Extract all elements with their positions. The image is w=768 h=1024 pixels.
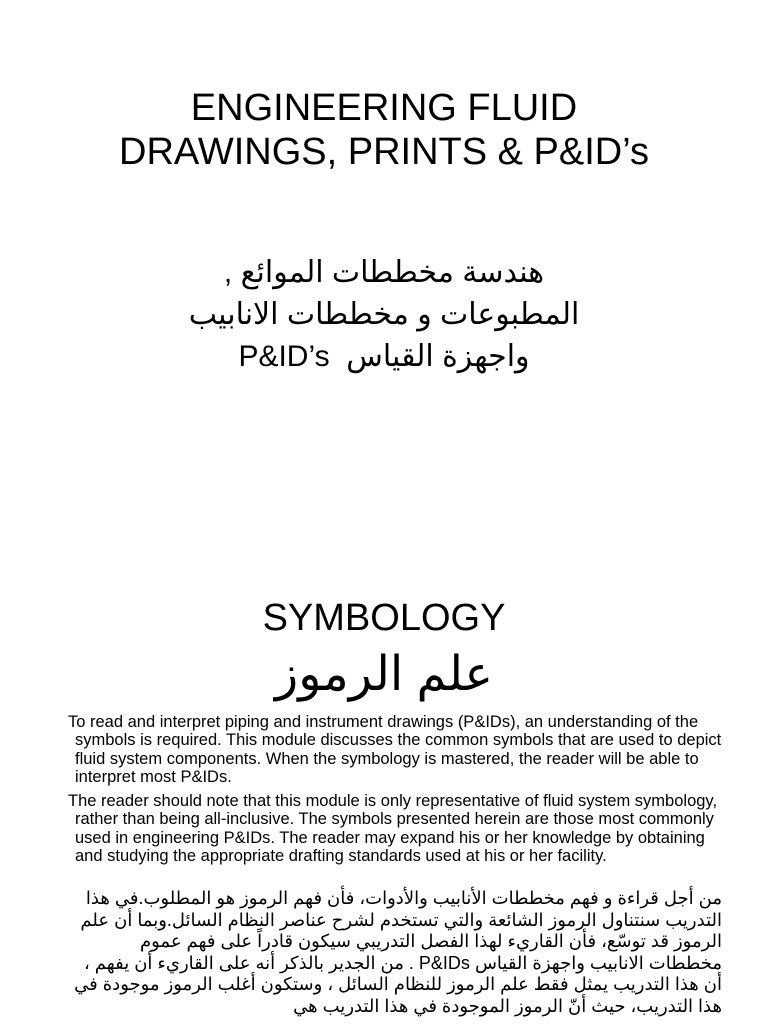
slide1-arabic-line3-ar: واجهزة القياس — [346, 340, 530, 373]
paragraph-arabic — [64, 888, 722, 1017]
slide1-arabic-subtitle — [0, 252, 768, 378]
paragraph-arabic-part2: . من الجدير بالذكر أنه على القاريء أن يفهم ، أن هذا التدريب يمثل فقط علم الرموز للنظام السائل ، وستكون أغلب الرموز موجودة في هذا التدريب، حيث أنّ الرموز الموجودة في هذا التدريب هي — [74, 952, 722, 1016]
slide1-arabic-line3-en: P&ID’s — [238, 340, 330, 373]
slide1-title-line2: DRAWINGS, PRINTS & P&ID’s — [119, 131, 649, 173]
slide2-subtitle: علم الرموز — [275, 648, 493, 701]
slide1-arabic-line1: هندسة مخططات الموائع , — [223, 256, 545, 289]
slide1-title-line1: ENGINEERING FLUID — [190, 87, 578, 129]
paragraph-arabic-en: P&IDs — [418, 952, 470, 973]
paragraph-english-2: The reader should note that this module is only representative of fluid system symbology, rather than being all-inclusive. The symbols presented herein are those most commonly used in engineering P&IDs. The reader may expand his or her knowledge by obtaining and studying the appropriate drafting standards used at his or her facility. — [68, 792, 718, 866]
paragraph-english-1: To read and interpret piping and instrument drawings (P&IDs), an understanding of the symbols is required. This module discusses the common symbols that are used to depict fluid system components. When the symbology is mastered, the reader will be able to interpret most P&IDs. — [68, 713, 722, 787]
slide1-arabic-line2: المطبوعات و مخططات الانابيب — [188, 298, 580, 331]
slide1-title — [0, 86, 768, 174]
paragraph-arabic-part1: من أجل قراءة و فهم مخططات الأنابيب والأدوات، فأن فهم الرموز هو المطلوب.في هذا التدريب سنتناول الرموز الشائعة والتي تستخدم لشرح عناصر النظام السائل.وبما أن علم الرموز قد توسّع، فأن القاريء لهذا الفصل التدريبي سيكون قادراً على فهم عموم مخططات الانابيب واجهزة القياس — [80, 888, 722, 973]
slide1-arabic-line3 — [0, 336, 768, 378]
slide2-title: SYMBOLOGY — [262, 597, 506, 639]
